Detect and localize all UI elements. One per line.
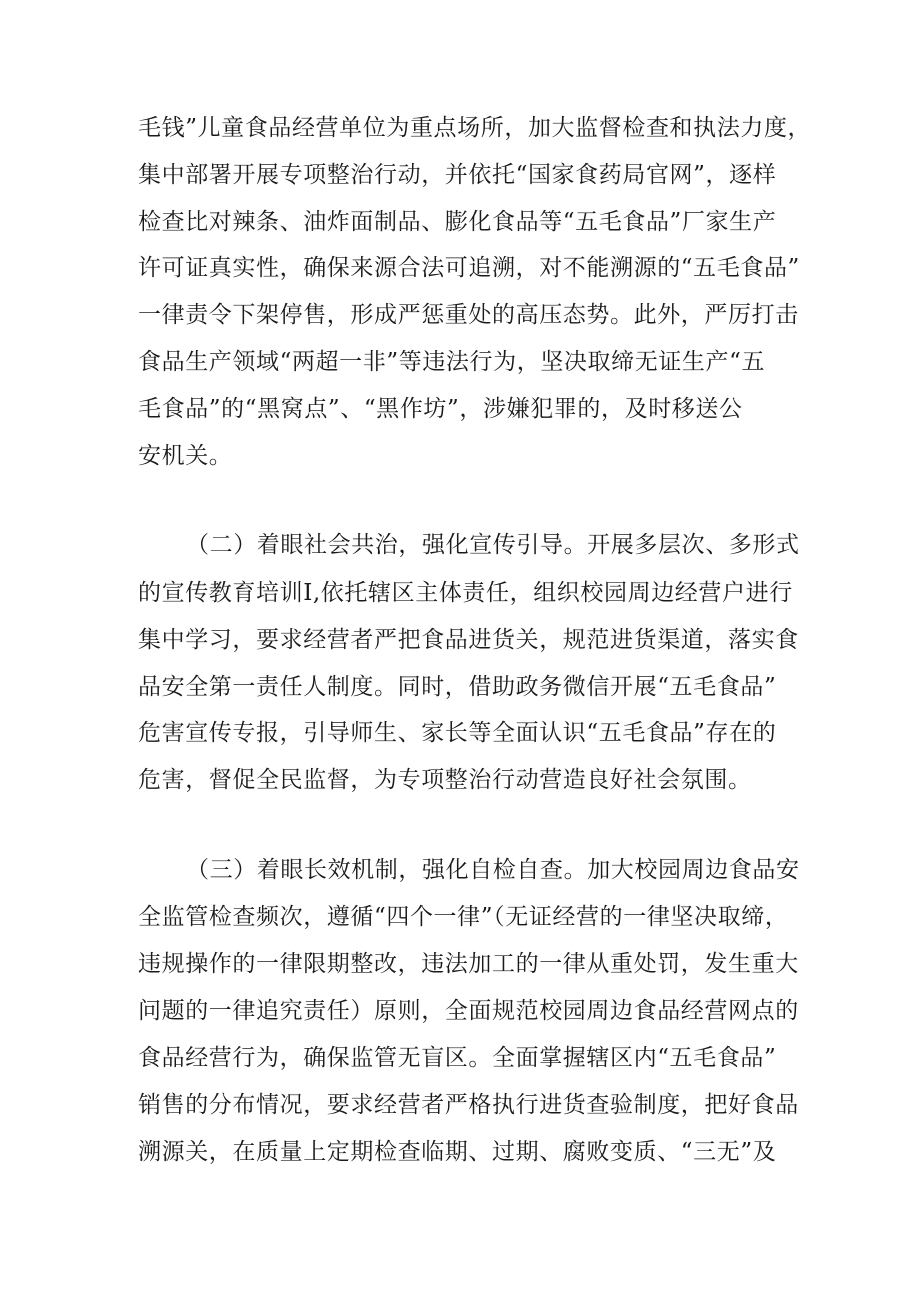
text-line: （三）着眼长效机制，强化自检自查。加大校园周边食品安 (186, 857, 800, 883)
text-line: 毛钱”儿童食品经营单位为重点场所，加大监督检查和执法力度， (138, 115, 812, 141)
text-line: 违规操作的一律限期整改，违法加工的一律从重处罚，发生重大 (138, 951, 799, 977)
text-line: （二）着眼社会共治，强化宣传引导。开展多层次、多形式 (186, 532, 800, 558)
text-line: 毛食品”的“黑窝点”、“黑作坊”，涉嫌犯罪的，及时移送公 (138, 396, 743, 422)
text-line: 销售的分布情况，要求经营者严格执行进货查验制度，把好食品 (138, 1092, 799, 1118)
text-line: 许可证真实性，确保来源合法可追溯，对不能溯源的“五毛食品” (138, 255, 800, 281)
text-line: 检查比对辣条、油炸面制品、膨化食品等“五毛食品”厂家生产 (138, 209, 777, 235)
text-line: 的宣传教育培训I,依托辖区主体责任，组织校园周边经营户进行 (138, 580, 793, 606)
text-line: 集中部署开展专项整治行动，并依托“国家食药局官网”，逐样 (138, 162, 777, 188)
text-line: 危害宣传专报，引导师生、家长等全面认识“五毛食品”存在的 (138, 720, 777, 746)
text-line: 安机关。 (138, 443, 233, 469)
text-line: 食品生产领域“两超一非”等违法行为，坚决取缔无证生产“五 (138, 349, 766, 375)
text-line: 集中学习，要求经营者严把食品进货关，规范进货渠道，落实食 (138, 627, 799, 653)
text-line: 全监管检查频次，遵循“四个一律”（无证经营的一律坚决取缔， (138, 904, 789, 930)
text-line: 溯源关，在质量上定期检查临期、过期、腐败变质、“三无”及 (138, 1139, 777, 1165)
text-line: 问题的一律追究责任）原则，全面规范校园周边食品经营网点的 (138, 998, 799, 1024)
text-line: 品安全第一责任人制度。同时，借助政务微信开展“五毛食品” (138, 674, 777, 700)
text-line: 一律责令下架停售，形成严惩重处的高压态势。此外，严厉打击 (138, 302, 799, 328)
text-line: 食品经营行为，确保监管无盲区。全面掌握辖区内“五毛食品” (138, 1045, 777, 1071)
text-line: 危害，督促全民监督，为专项整治行动营造良好社会氛围。 (138, 767, 752, 793)
